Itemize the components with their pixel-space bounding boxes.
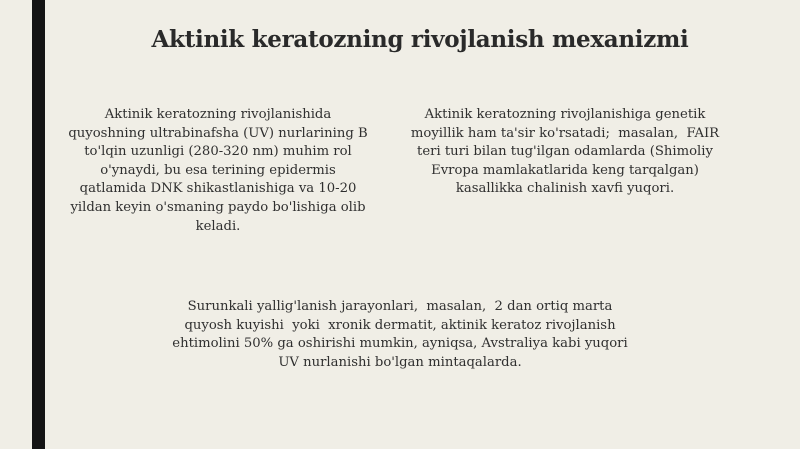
paragraph-line: quyoshning ultrabinafsha (UV) nurlarining B bbox=[68, 125, 368, 141]
paragraph-line: yildan keyin o'smaning paydo bo'lishiga olib bbox=[70, 199, 366, 215]
paragraph-line: teri turi bilan tug'ilgan odamlarda (Shimoliy bbox=[417, 144, 713, 160]
paragraph-uv-radiation bbox=[48, 106, 388, 236]
paragraph-line: Surunkali yallig'lanish jarayonlari, masalan, 2 dan ortiq marta bbox=[187, 299, 613, 314]
paragraph-line: ehtimolini 50% ga oshirishi mumkin, ayniqsa, Avstraliya kabi yuqori bbox=[172, 336, 628, 352]
paragraph-line: kasallikka chalinish xavfi yuqori. bbox=[455, 181, 675, 197]
paragraph-line: Evropa mamlakatlarida keng tarqalgan) bbox=[431, 162, 699, 178]
paragraph-line: Aktinik keratozning rivojlanishida bbox=[104, 107, 332, 122]
paragraph-line: qatlamida DNK shikastlanishiga va 10-20 bbox=[79, 181, 357, 197]
paragraph-line: to'lqin uzunligi (280-320 nm) muhim rol bbox=[84, 144, 352, 160]
paragraph-line: moyillik ham ta'sir ko'rsatadi; masalan, FAIR bbox=[410, 125, 720, 141]
paragraph-line: o'ynaydi, bu esa terining epidermis bbox=[100, 162, 336, 178]
paragraph-line: Aktinik keratozning rivojlanishiga genetik bbox=[424, 107, 706, 122]
paragraph-chronic-inflammation bbox=[150, 298, 650, 372]
paragraph-line: quyosh kuyishi yoki xronik dermatit, aktinik keratoz rivojlanish bbox=[184, 317, 616, 333]
slide-title: Aktinik keratozning rivojlanish mexanizmi bbox=[151, 26, 689, 53]
paragraph-genetic-predisposition bbox=[400, 106, 730, 199]
paragraph-line: keladi. bbox=[195, 218, 241, 234]
left-accent-bar bbox=[32, 0, 45, 449]
paragraph-line: UV nurlanishi bo'lgan mintaqalarda. bbox=[278, 354, 522, 370]
